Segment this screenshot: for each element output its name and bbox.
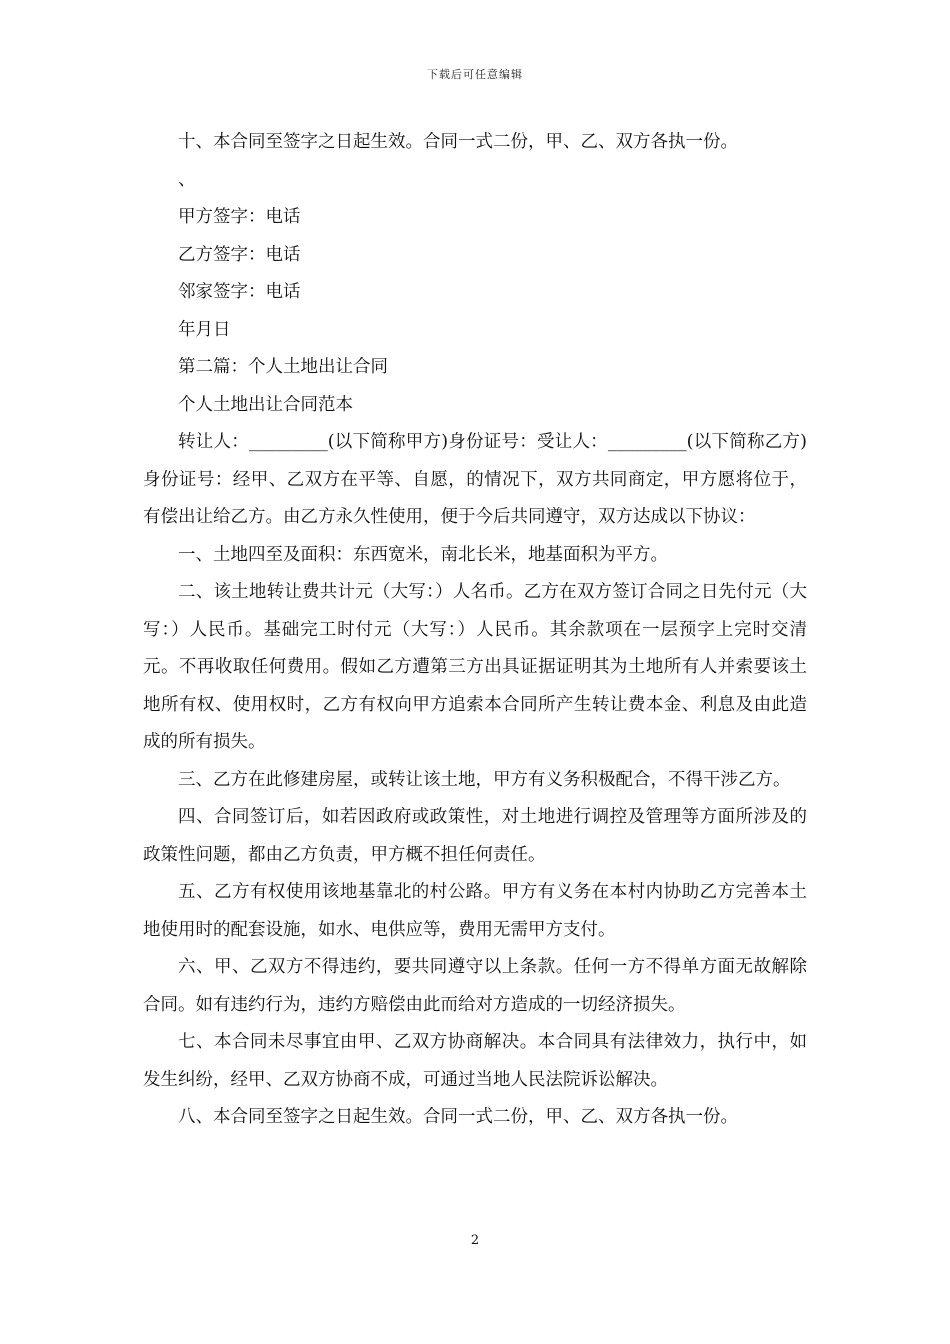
clause-one: 一、土地四至及面积：东西宽米，南北长米，地基面积为平方。 [178, 544, 668, 565]
page-number: 2 [470, 1233, 480, 1248]
clause-seven: 七、本合同未尽事宜由甲、乙双方协商解决。本合同具有法律效力，执行中，如发生纠纷，经甲、乙双方协商不成，可通过当地人民法院诉讼解决。 [143, 1032, 807, 1090]
clause-two: 二、该土地转让费共计元（大写：）人名币。乙方在双方签订合同之日先付元（大写：）人民币。基础完工时付元（大写：）人民币。其余款项在一层预字上完时交清元。不再收取任何费用。假如乙方遭第三方出具证据证明其为土地所有人并索要该土地所有权、使用权时，乙方有权向甲方追索本合同所产生转让费本金、利息及由此造成的所有损失。 [143, 582, 807, 752]
clause-three: 三、乙方在此修建房屋，或转让该土地，甲方有义务积极配合，不得干涉乙方。 [178, 769, 791, 790]
party-a-signature: 甲方签字：电话 [178, 207, 301, 227]
document-body [143, 124, 807, 1137]
template-title: 个人土地出让合同范本 [178, 394, 353, 415]
clause-six: 六、甲、乙双方不得违约，要共同遵守以上条款。任何一方不得单方面无故解除合同。如有违约行为，违约方赔偿由此而给对方造成的一切经济损失。 [143, 957, 807, 1015]
clause-five: 五、乙方有权使用该地基靠北的村公路。甲方有义务在本村内协助乙方完善本土地使用时的配套设施，如水、电供应等，费用无需甲方支付。 [143, 882, 807, 940]
neighbor-signature: 邻家签字：电话 [178, 282, 301, 302]
enumeration-comma: 、 [178, 169, 196, 190]
page-header: 下载后可任意编辑 [427, 68, 523, 81]
clause-four: 四、合同签订后，如若因政府或政策性，对土地进行调控及管理等方面所涉及的政策性问题，都由乙方负责，甲方概不担任何责任。 [143, 807, 807, 865]
clause-eight: 八、本合同至签字之日起生效。合同一式二份，甲、乙、双方各执一份。 [178, 1107, 738, 1127]
clause-ten: 十、本合同至签字之日起生效。合同一式二份，甲、乙、双方各执一份。 [178, 132, 738, 152]
party-b-signature: 乙方签字：电话 [178, 244, 301, 265]
section-title: 第二篇：个人土地出让合同 [178, 357, 388, 377]
signature-date: 年月日 [178, 319, 231, 340]
contract-preamble: 转让人：_________(以下简称甲方)身份证号：受让人：_________(以下简称乙方)身份证号：经甲、乙双方在平等、自愿，的情况下，双方共同商定，甲方愿将位于，有偿出让给乙方。由乙方永久性使用，便于今后共同遵守，双方达成以下协议： [143, 432, 807, 527]
